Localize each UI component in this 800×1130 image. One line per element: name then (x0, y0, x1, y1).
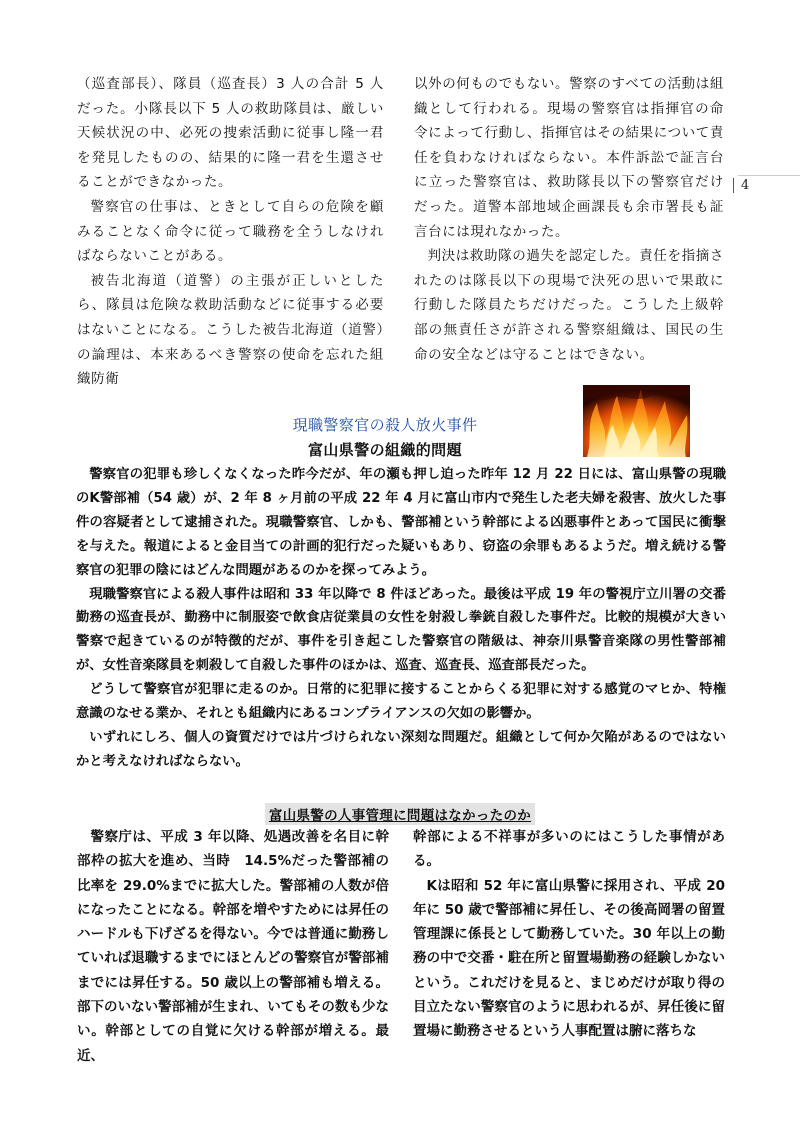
paragraph: どうして警察官が犯罪に走るのか。日常的に犯罪に接することからくる犯罪に対する感覚のマヒか、特権意識のなせる業か、それとも組織内にあるコンプライアンスの欠如の影響か。 (76, 682, 726, 722)
paragraph: Kは昭和 52 年に富山県警に採用され、平成 20 年に 50 歳で警部補に昇任し、その後高岡署の留置管理課に係長として勤務していた。30 年以上の勤務の中で交番・駐在所と留置場勤務の経験しかないという。これだけを見ると、まじめだけが取り得の目立たない警察官のように思われるが、昇任後に留置場に勤務させるという人事配置は腑に落ちな (413, 877, 725, 1040)
paragraph: 幹部による不祥事が多いのにはこうした事情がある。 (413, 829, 725, 870)
paragraph: （巡査部長）、隊員（巡査長）3 人の合計 5 人だった。小隊長以下 5 人の救助隊員は、厳しい天候状況の中、必死の捜索活動に従事し隆一君を発見したものの、結果的に隆一君を生還させることができなかった。 (77, 76, 384, 191)
paragraph: 警察官の犯罪も珍しくなくなった昨今だが、年の瀬も押し迫った昨年 12 月 22 日には、富山県警の現職のK警部補（54 歳）が、2 年 8 ヶ月前の平成 22 年 4 月に富山市内で発生した老夫婦を殺害、放火した事件の容疑者として逮捕された。現職警察官、しかも、警部補という幹部による凶悪事件とあって国民に衝撃を与えた。報道によると金目当ての計画的犯行だった疑いもあり、窃盗の余罪もあるようだ。増え続ける警察官の犯罪の陰にはどんな問題があるのかを探ってみよう。 (76, 467, 726, 578)
top-left-column (77, 72, 384, 392)
section-heading-text: 富山県警の人事管理に問題はなかったのか (265, 803, 535, 825)
article-body (76, 463, 726, 774)
article-title: 現職警察官の殺人放火事件 (292, 416, 478, 434)
page-number: 4 (733, 178, 749, 193)
top-right-column (414, 72, 724, 367)
article-subtitle: 富山県警の組織的問題 (307, 441, 462, 459)
paragraph: 警察官の仕事は、ときとして自らの危険を顧みることなく命令に従って職務を全うしなければならないことがある。 (77, 198, 384, 265)
paragraph: 警察庁は、平成 3 年以降、処遇改善を名目に幹部枠の拡大を進め、当時 14.5%だった警部補の比率を 29.0%までに拡大した。警部補の人数が倍になったことになる。幹部を増やすためには昇任のハードルも下げざるを得ない。今では普通に勤務していれば退職するまでにほとんどの警察官が警部補までには昇任する。50 歳以上の警部補も増える。部下のいない警部補が生まれ、いてもその数も少ない。幹部としての自覚に欠ける幹部が増える。最近、 (77, 829, 389, 1064)
bottom-left-column (77, 825, 389, 1068)
paragraph: 判決は救助隊の過失を認定した。責任を指摘されたのは隊長以下の現場で決死の思いで果敢に行動した隊員たちだけだった。こうした上級幹部の無責任さが許される警察組織は、国民の生命の安全などは守ることはできない。 (414, 248, 724, 363)
bottom-right-column (413, 825, 725, 1044)
paragraph: 現職警察官による殺人事件は昭和 33 年以降で 8 件ほどあった。最後は平成 19 年の警視庁立川署の交番勤務の巡査長が、勤務中に制服姿で飲食店従業員の女性を射殺し拳銃自殺した事件だ。比較的規模が大きい警察で起きているのが特徴的だが、事件を引き起こした警察官の階級は、神奈川県警音楽隊の男性警部補が、女性音楽隊員を刺殺して自殺した事件のほかは、巡査、巡査長、巡査部長だった。 (76, 586, 726, 674)
paragraph: いずれにしろ、個人の資質だけでは片づけられない深刻な問題だ。組織として何か欠陥があるのではないかと考えなければならない。 (76, 729, 726, 769)
paragraph: 被告北海道（道警）の主張が正しいとしたら、隊員は危険な救助活動などに従事する必要はないことになる。こうした被告北海道（道警）の論理は、本来あるべき警察の使命を忘れた組織防衛 (77, 272, 384, 388)
section-heading (0, 803, 800, 825)
page-number-rule (738, 175, 800, 176)
paragraph: 以外の何ものでもない。警察のすべての活動は組織として行われる。現場の警察官は指揮官の命令によって行動し、指揮官はその結果について責任を負わなければならない。本件訴訟で証言台に立った警察官は、救助隊長以下の警察官だけだった。道警本部地域企画課長も余市署長も証言台には現れなかった。 (414, 76, 724, 240)
